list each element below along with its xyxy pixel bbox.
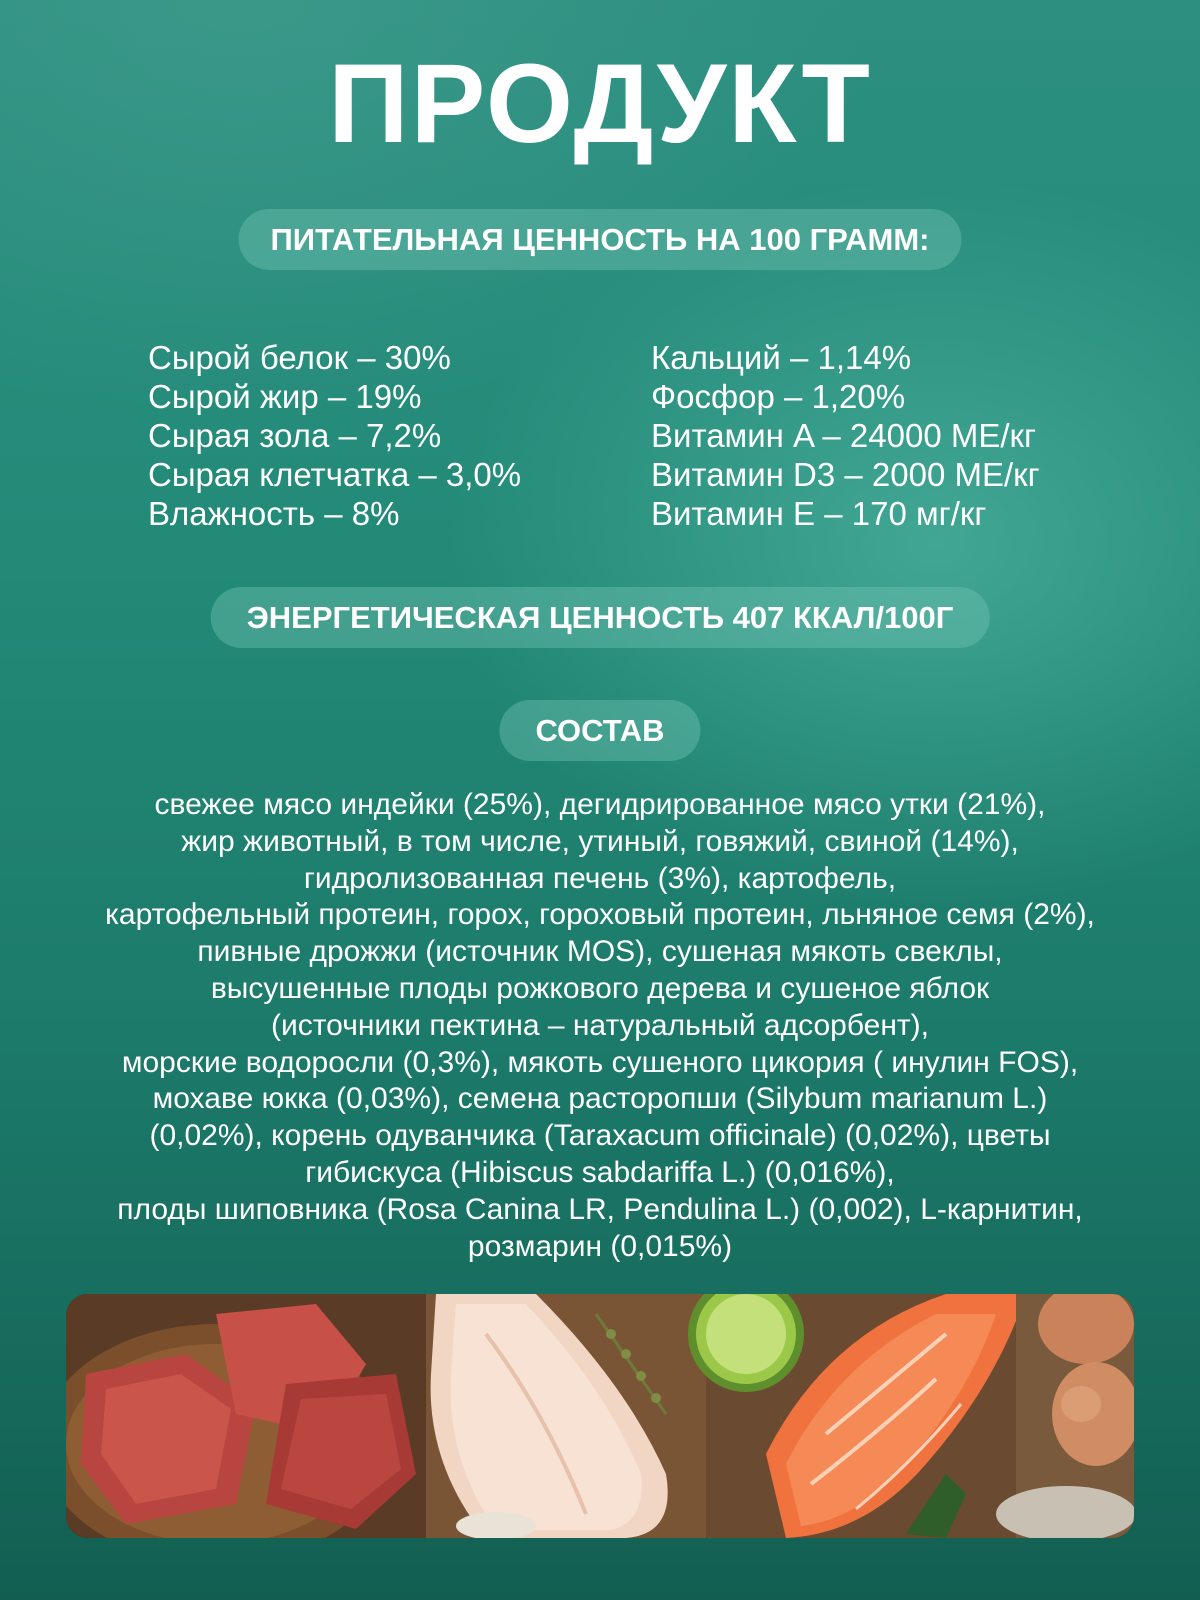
eggs-image (996, 1294, 1134, 1538)
nutrient-item: Сырая клетчатка – 3,0% (148, 456, 522, 493)
composition-line: (0,02%), корень одуванчика (Taraxacum officinale) (0,02%), цветы (149, 1119, 1051, 1153)
composition-line: розмарин (0,015%) (467, 1229, 733, 1263)
composition-line: жир животный, в том числе, утиный, говяжий, свиной (14%), (181, 824, 1019, 858)
nutrient-item: Кальций – 1,14% (651, 339, 912, 376)
composition-line: морские водоросли (0,3%), мякоть сушеного цикория ( инулин FOS), (121, 1045, 1079, 1079)
composition-line: гидролизованная печень (3%), картофель, (303, 861, 897, 895)
food-photo (66, 1294, 1134, 1538)
nutrients-right-column (651, 338, 1040, 533)
composition-line: (источники пектина – натуральный адсорбент), (271, 1008, 929, 1042)
composition-line: гибискуса (Hibiscus sabdariffa L.) (0,016%), (305, 1155, 895, 1189)
nutrient-item: Сырая зола – 7,2% (148, 417, 442, 454)
composition-line: высушенные плоды рожкового дерева и сушеное яблок (210, 971, 990, 1005)
page-title: ПРОДУКТ (328, 41, 872, 166)
nutrient-item: Влажность – 8% (148, 495, 400, 532)
composition-line: плоды шиповника (Rosa Canina LR, Pendulina L.) (0,002), L-карнитин, (117, 1192, 1083, 1226)
nutrition-heading-pill: ПИТАТЕЛЬНАЯ ЦЕННОСТЬ НА 100 ГРАММ: (239, 209, 962, 270)
composition-line: пивные дрожжи (источник MOS), сушеная мякоть свеклы, (197, 935, 1003, 969)
composition-heading-pill: СОСТАВ (499, 700, 700, 761)
composition-line: свежее мясо индейки (25%), дегидрированное мясо утки (21%), (154, 788, 1046, 821)
composition-line: мохаве юкка (0,03%), семена расторопши (Silybum marianum L.) (152, 1082, 1048, 1116)
nutrient-item: Витамин A – 24000 МЕ/кг (651, 417, 1037, 454)
nutrient-item: Фосфор – 1,20% (651, 378, 906, 415)
nutrients-left-column (148, 338, 521, 533)
nutrient-item: Сырой белок – 30% (148, 339, 451, 376)
nutrient-item: Сырой жир – 19% (148, 378, 422, 415)
composition-text (20, 787, 1180, 1265)
nutrient-item: Витамин Е – 170 мг/кг (651, 495, 987, 532)
nutrient-item: Витамин D3 – 2000 МЕ/кг (651, 456, 1040, 493)
energy-value-pill: ЭНЕРГЕТИЧЕСКАЯ ЦЕННОСТЬ 407 ККАЛ/100Г (211, 587, 990, 648)
composition-line: картофельный протеин, горох, гороховый протеин, льняное семя (2%), (105, 898, 1095, 932)
